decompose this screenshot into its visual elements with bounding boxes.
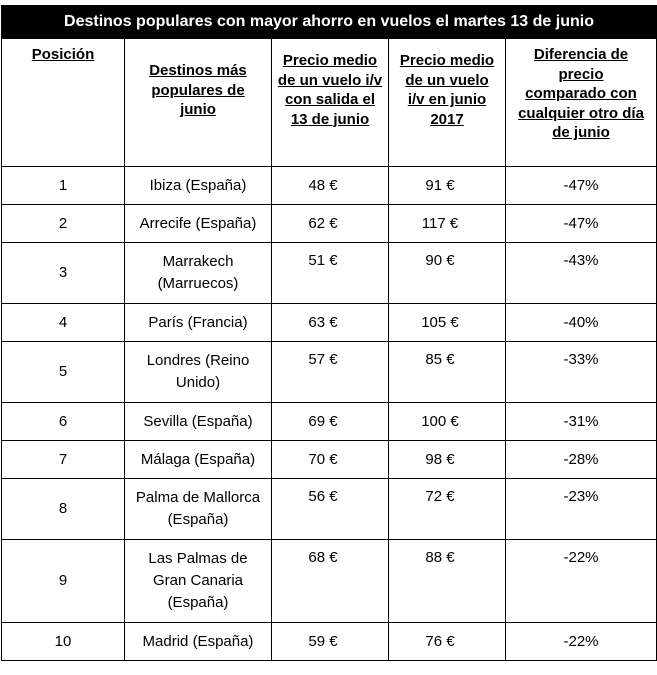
table-row xyxy=(2,540,657,623)
header-price-june xyxy=(389,39,506,167)
price-june-cell: 72 € xyxy=(389,479,506,540)
savings-table-container xyxy=(1,5,656,661)
table-row xyxy=(2,403,657,441)
header-difference-label: Diferencia de precio comparado con cualquier otro día de junio xyxy=(518,46,644,141)
price-june-cell: 85 € xyxy=(389,342,506,403)
destination-cell: Las Palmas de Gran Canaria (España) xyxy=(125,540,272,623)
position-cell: 6 xyxy=(2,403,125,441)
difference-cell: -31% xyxy=(506,403,657,441)
difference-cell: -47% xyxy=(506,205,657,243)
difference-cell: -23% xyxy=(506,479,657,540)
destination-cell: Málaga (España) xyxy=(125,441,272,479)
price-june-cell: 91 € xyxy=(389,167,506,205)
header-position: Posición xyxy=(2,39,125,167)
table-row xyxy=(2,441,657,479)
price-13-cell: 69 € xyxy=(272,403,389,441)
table-row xyxy=(2,243,657,304)
header-price-13-label: Precio medio de un vuelo i/v con salida el 13 de junio xyxy=(277,52,383,128)
header-price-june-label: Precio medio de un vuelo i/v en junio 2017 xyxy=(399,52,495,128)
price-june-cell: 105 € xyxy=(389,304,506,342)
destination-cell: Arrecife (España) xyxy=(125,205,272,243)
difference-cell: -43% xyxy=(506,243,657,304)
price-13-cell: 62 € xyxy=(272,205,389,243)
price-13-cell: 68 € xyxy=(272,540,389,623)
destination-cell: Ibiza (España) xyxy=(125,167,272,205)
table-row xyxy=(2,342,657,403)
price-13-cell: 48 € xyxy=(272,167,389,205)
price-june-cell: 88 € xyxy=(389,540,506,623)
difference-cell: -33% xyxy=(506,342,657,403)
header-row xyxy=(2,39,657,167)
table-row xyxy=(2,623,657,661)
destination-cell: Marrakech (Marruecos) xyxy=(125,243,272,304)
price-june-cell: 90 € xyxy=(389,243,506,304)
position-cell: 1 xyxy=(2,167,125,205)
price-13-cell: 57 € xyxy=(272,342,389,403)
position-cell: 3 xyxy=(2,243,125,304)
table-row xyxy=(2,167,657,205)
table-row xyxy=(2,479,657,540)
difference-cell: -28% xyxy=(506,441,657,479)
position-cell: 8 xyxy=(2,479,125,540)
destination-cell: París (Francia) xyxy=(125,304,272,342)
price-june-cell: 117 € xyxy=(389,205,506,243)
difference-cell: -22% xyxy=(506,540,657,623)
destination-cell: Palma de Mallorca (España) xyxy=(125,479,272,540)
table-row xyxy=(2,304,657,342)
table-row xyxy=(2,205,657,243)
price-13-cell: 56 € xyxy=(272,479,389,540)
header-price-13 xyxy=(272,39,389,167)
price-13-cell: 59 € xyxy=(272,623,389,661)
table-title: Destinos populares con mayor ahorro en vuelos el martes 13 de junio xyxy=(2,6,657,39)
header-destination-label: Destinos más populares de junio xyxy=(149,62,247,118)
difference-cell: -40% xyxy=(506,304,657,342)
position-cell: 7 xyxy=(2,441,125,479)
price-13-cell: 51 € xyxy=(272,243,389,304)
position-cell: 5 xyxy=(2,342,125,403)
title-row xyxy=(2,6,657,39)
position-cell: 4 xyxy=(2,304,125,342)
price-13-cell: 63 € xyxy=(272,304,389,342)
price-june-cell: 98 € xyxy=(389,441,506,479)
position-cell: 9 xyxy=(2,540,125,623)
price-june-cell: 100 € xyxy=(389,403,506,441)
table-body xyxy=(2,167,657,661)
header-difference xyxy=(506,39,657,167)
destination-cell: Madrid (España) xyxy=(125,623,272,661)
destination-cell: Londres (Reino Unido) xyxy=(125,342,272,403)
difference-cell: -47% xyxy=(506,167,657,205)
difference-cell: -22% xyxy=(506,623,657,661)
price-june-cell: 76 € xyxy=(389,623,506,661)
savings-table xyxy=(1,5,657,661)
destination-cell: Sevilla (España) xyxy=(125,403,272,441)
position-cell: 2 xyxy=(2,205,125,243)
price-13-cell: 70 € xyxy=(272,441,389,479)
position-cell: 10 xyxy=(2,623,125,661)
header-destination xyxy=(125,39,272,167)
